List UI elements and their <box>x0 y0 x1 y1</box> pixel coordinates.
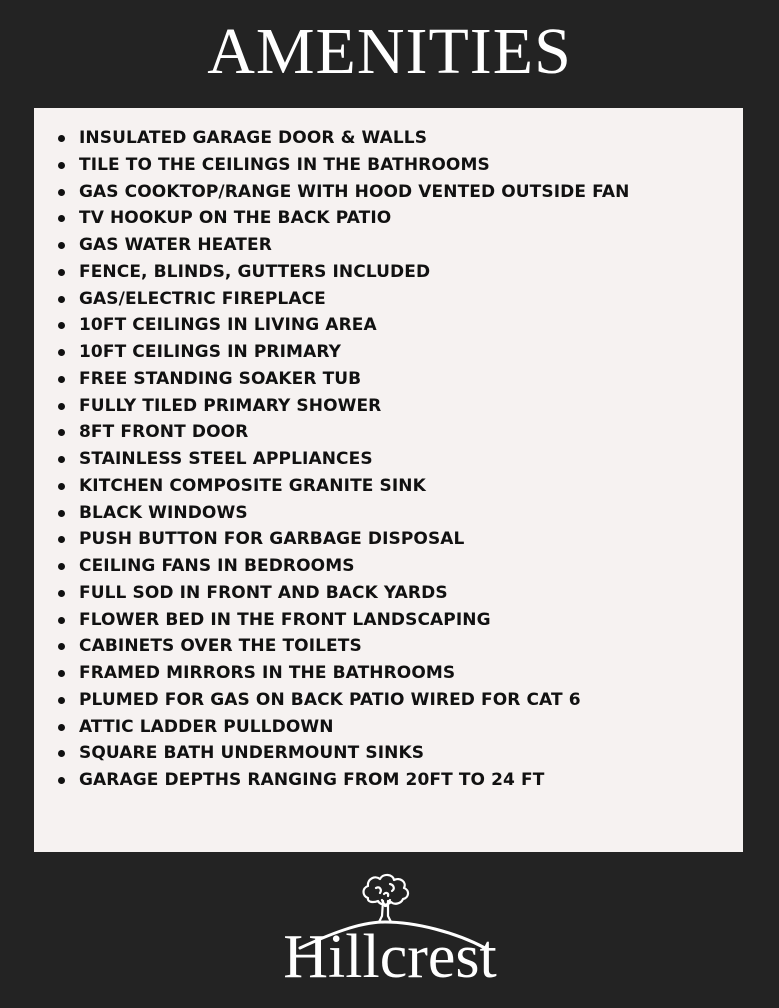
bullet-icon <box>58 777 65 784</box>
list-item-label: FLOWER BED IN THE FRONT LANDSCAPING <box>79 609 491 630</box>
list-item-label: GAS WATER HEATER <box>79 235 272 255</box>
list-item <box>34 714 629 741</box>
bullet-icon <box>58 403 65 410</box>
bullet-icon <box>58 563 65 570</box>
bullet-icon <box>58 483 65 490</box>
list-item <box>34 259 629 286</box>
list-item-label: TV HOOKUP ON THE BACK PATIO <box>79 208 392 229</box>
hillcrest-logo <box>270 870 510 995</box>
bullet-icon <box>58 617 65 624</box>
list-item-label: TILE TO THE CEILINGS IN THE BATHROOMS <box>79 154 490 175</box>
list-item <box>34 633 629 660</box>
list-item <box>34 553 629 580</box>
list-item <box>34 500 629 527</box>
list-item-label: FREE STANDING SOAKER TUB <box>79 368 362 389</box>
bullet-icon <box>58 189 65 196</box>
list-item <box>34 446 629 473</box>
list-item <box>34 393 629 420</box>
list-item <box>34 767 629 794</box>
list-item <box>34 660 629 687</box>
list-item-label: FULL SOD IN FRONT AND BACK YARDS <box>79 582 448 603</box>
bullet-icon <box>58 135 65 142</box>
bullet-icon <box>58 376 65 383</box>
list-item-label: 10FT CEILINGS IN LIVING AREA <box>79 315 377 336</box>
bullet-icon <box>58 215 65 222</box>
bullet-icon <box>58 456 65 463</box>
bullet-icon <box>58 750 65 757</box>
list-item-label: FULLY TILED PRIMARY SHOWER <box>79 395 382 416</box>
list-item-label: KITCHEN COMPOSITE GRANITE SINK <box>79 475 426 496</box>
list-item <box>34 339 629 366</box>
list-item <box>34 179 629 206</box>
list-item-label: FENCE, BLINDS, GUTTERS INCLUDED <box>79 261 431 282</box>
list-item <box>34 687 629 714</box>
list-item-label: CEILING FANS IN BEDROOMS <box>79 556 355 576</box>
list-item <box>34 312 629 339</box>
list-item-label: INSULATED GARAGE DOOR & WALLS <box>79 128 428 148</box>
list-item <box>34 286 629 313</box>
list-item <box>34 740 629 767</box>
bullet-icon <box>58 296 65 303</box>
list-item-label: PLUMED FOR GAS ON BACK PATIO WIRED FOR CAT 6 <box>79 689 581 710</box>
bullet-icon <box>58 269 65 276</box>
bullet-icon <box>58 697 65 704</box>
bullet-icon <box>58 536 65 543</box>
list-item <box>34 205 629 232</box>
bullet-icon <box>58 322 65 329</box>
list-item-label: BLACK WINDOWS <box>79 502 248 523</box>
list-item <box>34 580 629 607</box>
list-item-label: GAS COOKTOP/RANGE WITH HOOD VENTED OUTSIDE FAN <box>79 181 630 202</box>
bullet-icon <box>58 724 65 731</box>
list-item <box>34 232 629 259</box>
list-item-label: PUSH BUTTON FOR GARBAGE DISPOSAL <box>79 529 465 550</box>
list-item-label: ATTIC LADDER PULLDOWN <box>79 716 334 737</box>
list-item-label: CABINETS OVER THE TOILETS <box>79 636 362 657</box>
amenities-panel <box>34 108 743 852</box>
list-item-label: SQUARE BATH UNDERMOUNT SINKS <box>79 743 425 764</box>
bullet-icon <box>58 349 65 356</box>
bullet-icon <box>58 670 65 677</box>
list-item <box>34 366 629 393</box>
list-item-label: GAS/ELECTRIC FIREPLACE <box>79 288 326 309</box>
bullet-icon <box>58 643 65 650</box>
bullet-icon <box>58 590 65 597</box>
list-item <box>34 607 629 634</box>
bullet-icon <box>58 242 65 249</box>
list-item-label: STAINLESS STEEL APPLIANCES <box>79 449 373 469</box>
logo-wordmark: Hillcrest <box>283 923 497 991</box>
bullet-icon <box>58 429 65 436</box>
page-title: AMENITIES <box>207 15 572 88</box>
list-item <box>34 419 629 446</box>
list-item-label: 8FT FRONT DOOR <box>79 422 249 443</box>
list-item <box>34 526 629 553</box>
list-item-label: GARAGE DEPTHS RANGING FROM 20FT TO 24 FT <box>79 770 545 790</box>
list-item-label: 10FT CEILINGS IN PRIMARY <box>79 342 341 362</box>
amenities-list <box>34 125 629 794</box>
list-item-label: FRAMED MIRRORS IN THE BATHROOMS <box>79 663 456 683</box>
list-item <box>34 152 629 179</box>
list-item <box>34 125 629 152</box>
bullet-icon <box>58 510 65 517</box>
list-item <box>34 473 629 500</box>
bullet-icon <box>58 162 65 169</box>
